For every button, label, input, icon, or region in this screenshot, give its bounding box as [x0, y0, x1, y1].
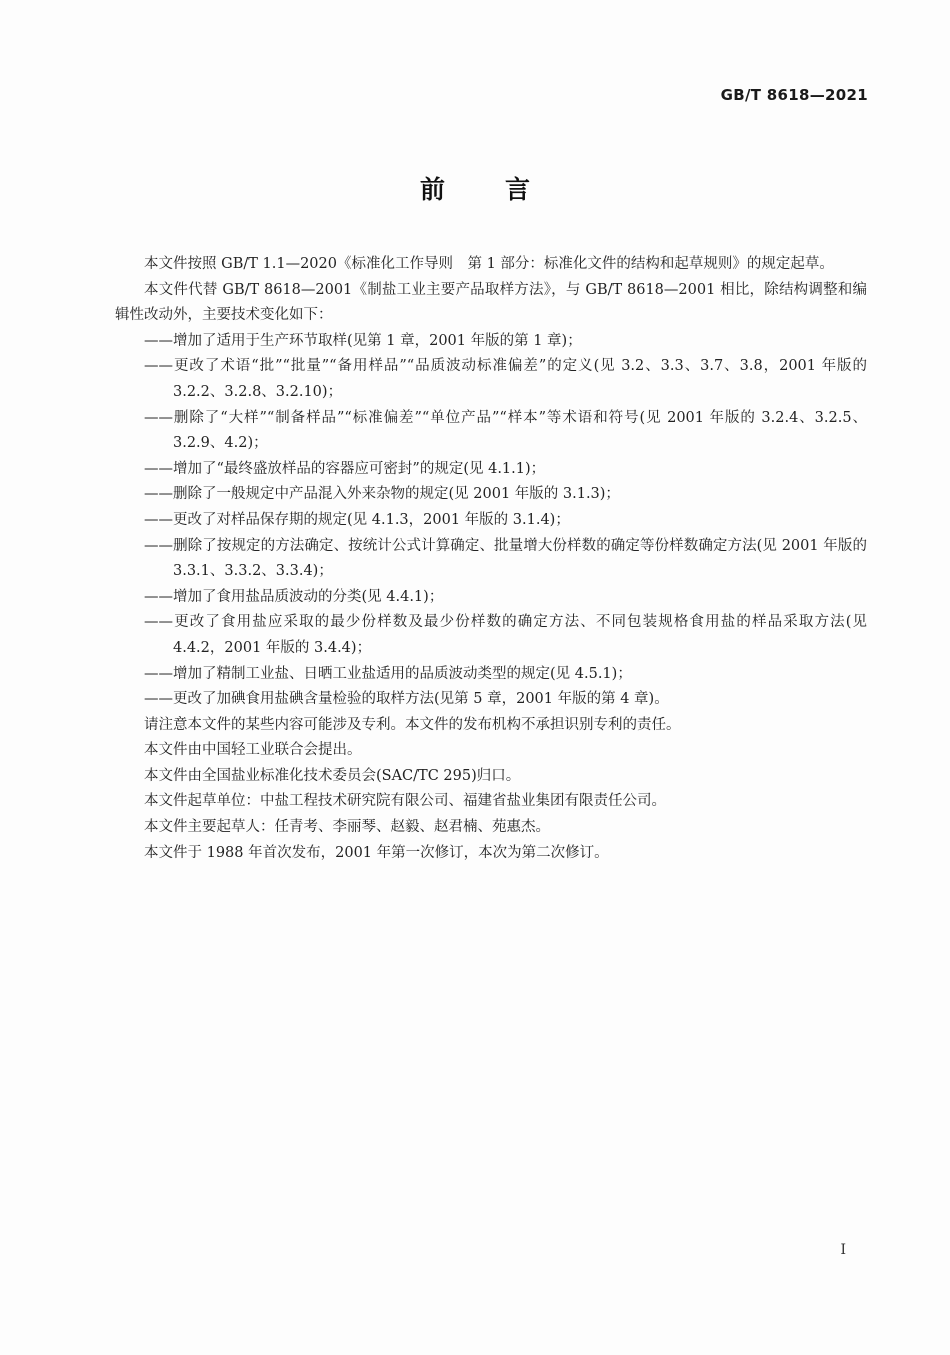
proposer-statement: 本文件由中国轻工业联合会提出。: [144, 742, 362, 759]
intro-paragraph-drafting-rules: 本文件按照 GB/T 1.1—2020《标准化工作导则 第 1 部分：标准化文件的结构和起草规则》的规定起草。: [144, 256, 834, 272]
title-char-1: 前: [419, 175, 445, 204]
foreword-body: [115, 252, 867, 866]
committee-statement: 本文件由全国盐业标准化技术委员会(SAC/TC 295)归口。: [144, 767, 521, 784]
change-item: ——增加了“最终盛放样品的容器应可密封”的规定(见 4.1.1)；: [144, 460, 546, 477]
page-title: [0, 170, 950, 206]
title-char-2: 言: [505, 175, 531, 204]
change-item: ——删除了“大样”“制备样品”“标准偏差”“单位产品”“样本”等术语和符号(见 2001 年版的 3.2.4、3.2.5、3.2.9、4.2)；: [144, 409, 867, 452]
patent-notice: 请注意本文件的某些内容可能涉及专利。本文件的发布机构不承担识别专利的责任。: [144, 716, 681, 733]
change-item: ——更改了食用盐应采取的最少份样数及最少份样数的确定方法、不同包装规格食用盐的样品采取方法(见 4.4.2，2001 年版的 3.4.4)；: [144, 614, 867, 656]
change-item: ——更改了加碘食用盐碘含量检验的取样方法(见第 5 章，2001 年版的第 4 章)。: [144, 691, 669, 708]
change-item: ——删除了按规定的方法确定、按统计公式计算确定、批量增大份样数的确定等份样数确定方法(见 2001 年版的 3.3.1、3.3.2、3.3.4)；: [144, 537, 867, 580]
change-item: ——增加了食用盐品质波动的分类(见 4.4.1)；: [144, 588, 444, 605]
standard-code: GB/T 8618—2021: [720, 86, 868, 104]
change-item: ——更改了术语“批”“批量”“备用样品”“品质波动标准偏差”的定义(见 3.2、3.3、3.7、3.8，2001 年版的 3.2.2、3.2.8、3.2.10)；: [144, 358, 867, 400]
page-number: I: [840, 1242, 846, 1258]
drafters: 本文件主要起草人：任青考、李丽琴、赵毅、赵君楠、苑惠杰。: [144, 819, 550, 836]
drafting-units: 本文件起草单位：中盐工程技术研究院有限公司、福建省盐业集团有限责任公司。: [144, 793, 666, 810]
change-item: ——增加了适用于生产环节取样(见第 1 章，2001 年版的第 1 章)；: [144, 332, 582, 349]
change-item: ——增加了精制工业盐、日晒工业盐适用的品质波动类型的规定(见 4.5.1)；: [144, 665, 632, 682]
intro-paragraph-replacement: 本文件代替 GB/T 8618—2001《制盐工业主要产品取样方法》，与 GB/T 8618—2001 相比，除结构调整和编辑性改动外，主要技术变化如下：: [115, 281, 867, 324]
publication-history: 本文件于 1988 年首次发布，2001 年第一次修订，本次为第二次修订。: [144, 844, 609, 861]
change-item: ——删除了一般规定中产品混入外来杂物的规定(见 2001 年版的 3.1.3)；: [144, 486, 620, 503]
change-item: ——更改了对样品保存期的规定(见 4.1.3，2001 年版的 3.1.4)；: [144, 511, 570, 528]
